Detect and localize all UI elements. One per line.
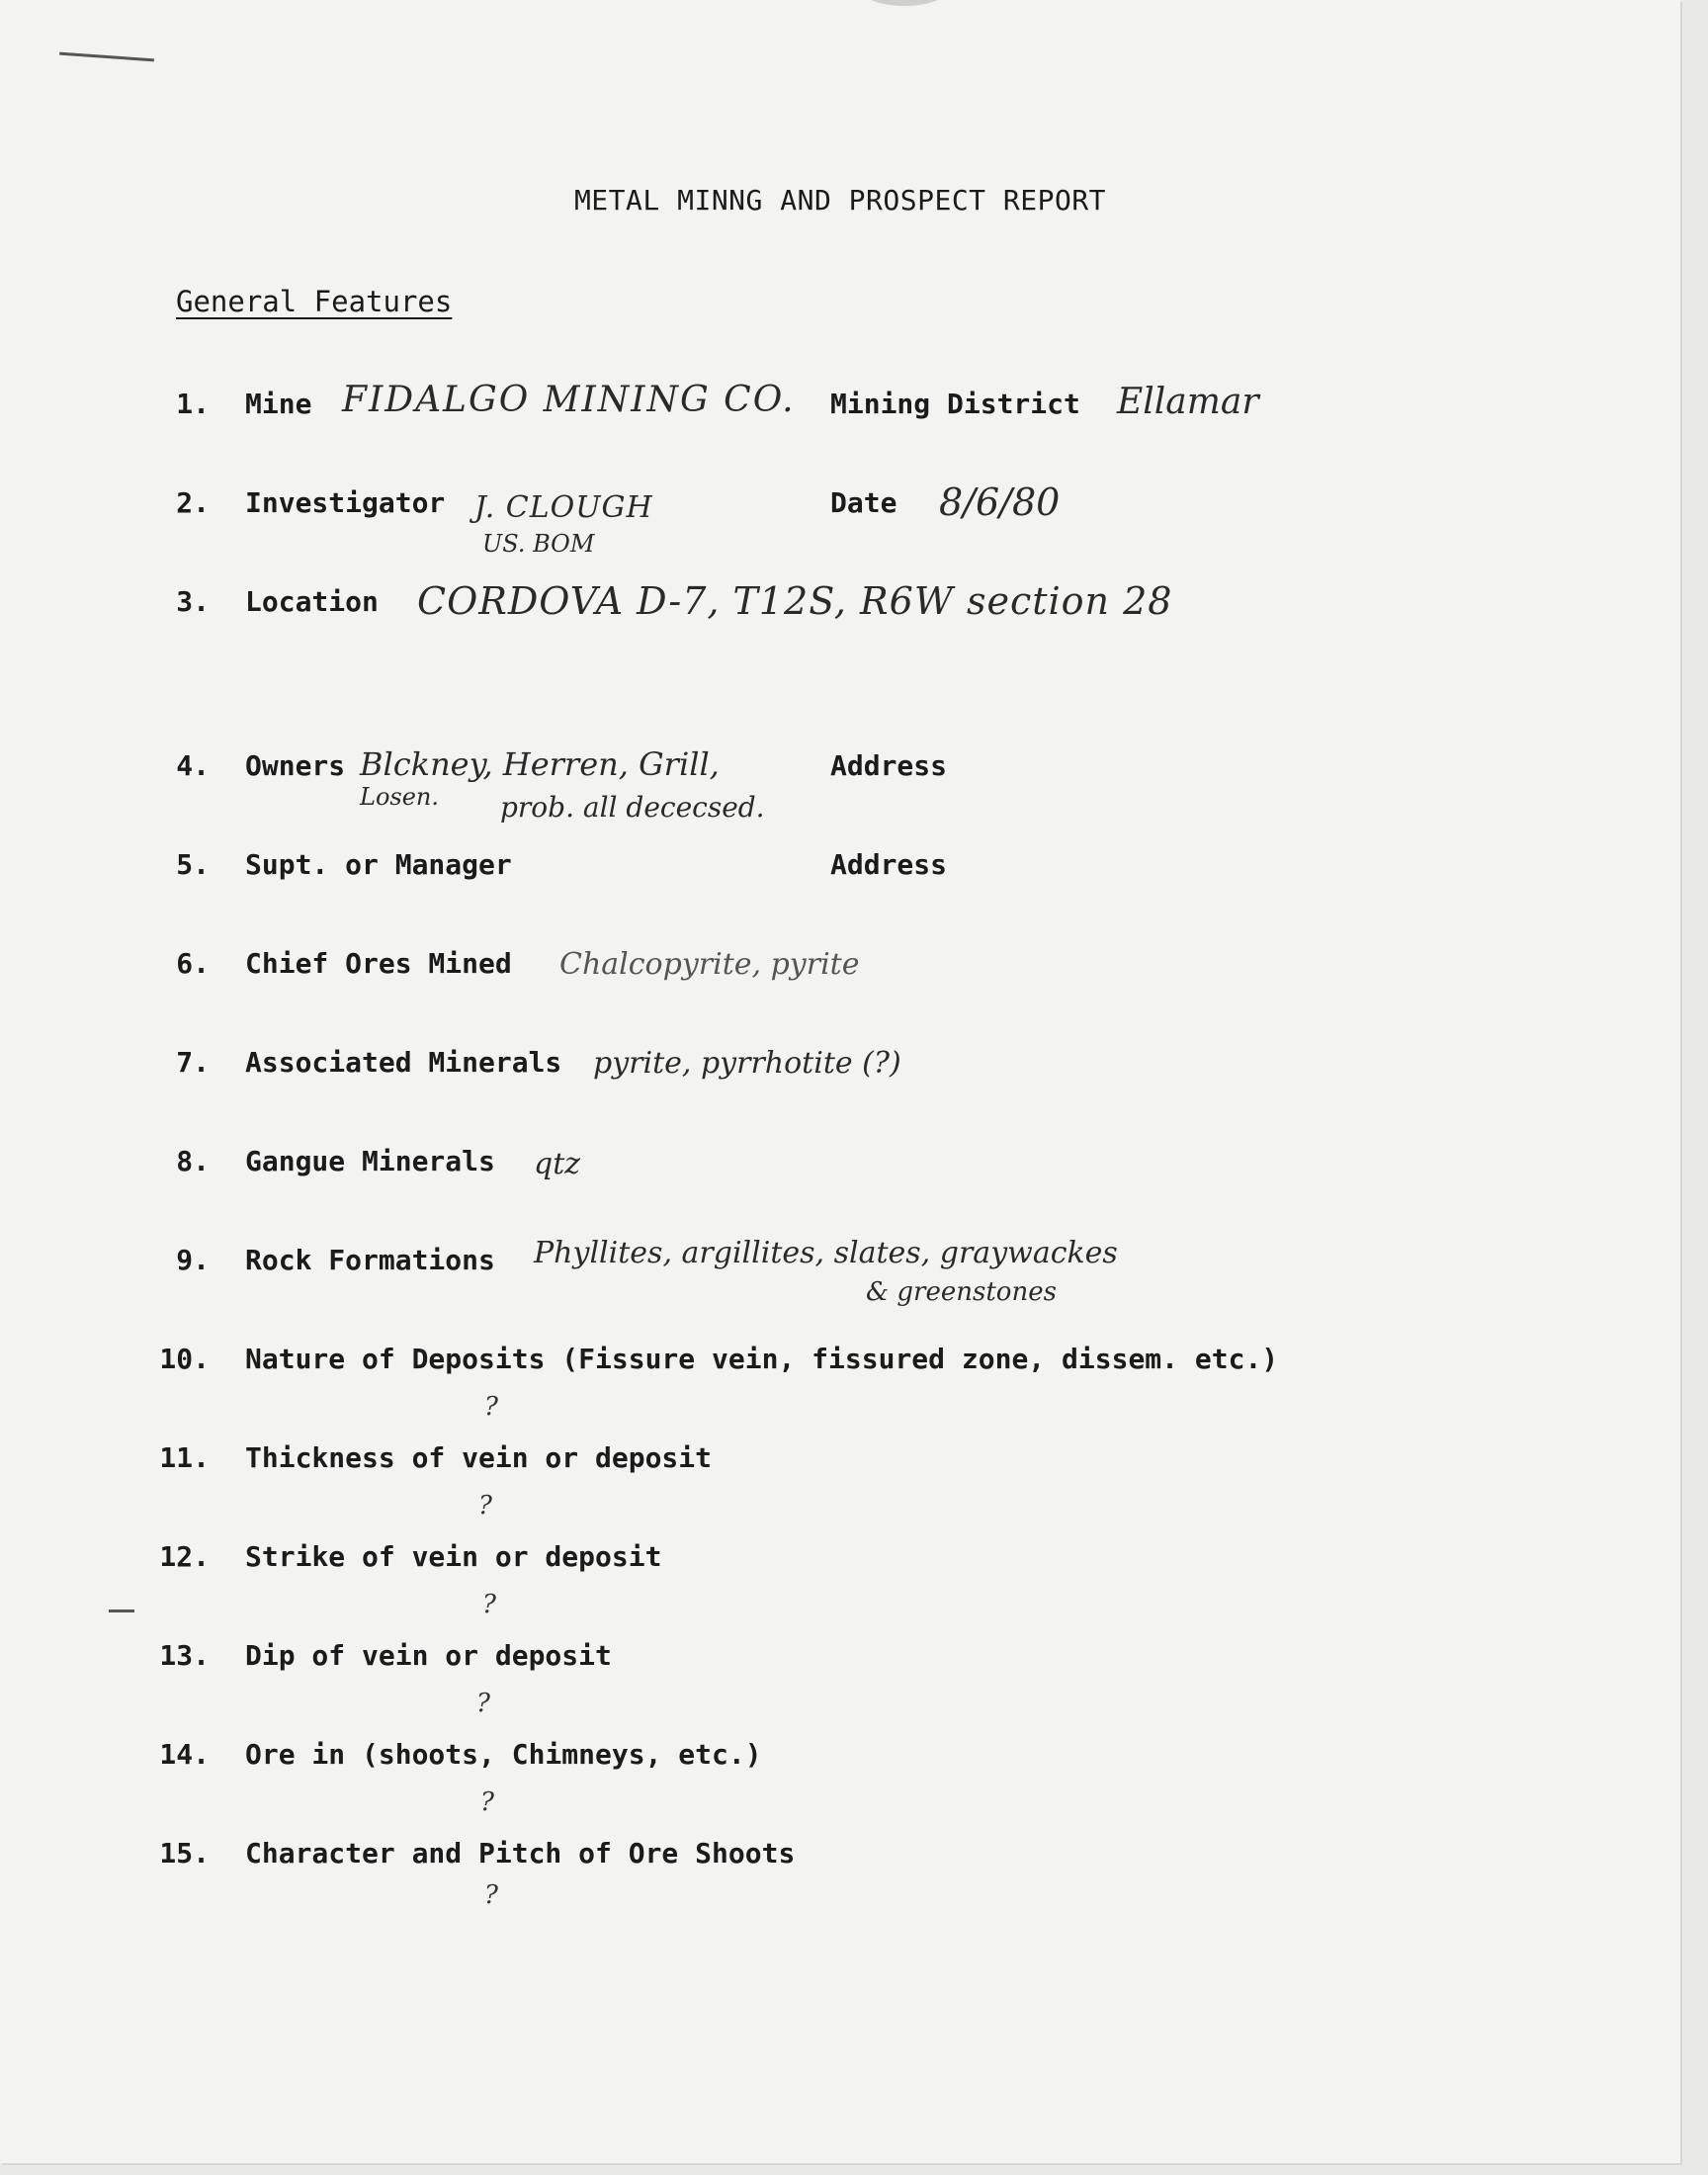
handwritten-answer-line2: US. BOM: [482, 530, 595, 558]
question-mark: ?: [482, 1590, 496, 1619]
handwritten-answer: J. CLOUGH: [474, 490, 653, 525]
handwritten-answer: FIDALGO MINING CO.: [342, 380, 796, 420]
item-number: 8.: [176, 1145, 210, 1177]
question-mark: ?: [480, 1787, 494, 1817]
question-mark: ?: [484, 1880, 498, 1910]
item-number: 1.: [176, 388, 210, 420]
item-label: Owners: [245, 749, 346, 782]
item-row-13: [0, 1639, 1680, 1738]
handwritten-answer: qtz: [534, 1147, 581, 1181]
item-row-3: [0, 579, 1680, 684]
handwritten-answer-line3: prob. all dececsed.: [500, 791, 765, 824]
handwritten-answer-secondary: Ellamar: [1117, 382, 1259, 422]
item-row-7: [0, 1046, 1680, 1145]
item-label: Dip of vein or deposit: [245, 1639, 612, 1672]
item-number: 9.: [176, 1244, 210, 1276]
handwritten-answer-line2: Losen.: [360, 783, 439, 811]
item-label-secondary: Address: [830, 749, 948, 782]
handwritten-answer: Blckney, Herren, Grill,: [360, 745, 720, 783]
item-label-secondary: Date: [830, 486, 897, 519]
section-heading: General Features: [176, 285, 453, 318]
handwritten-answer: Phyllites, argillites, slates, graywackes: [534, 1236, 1118, 1270]
item-label: Strike of vein or deposit: [245, 1540, 662, 1573]
item-number: 10.: [159, 1343, 210, 1375]
item-row-12: [0, 1540, 1680, 1639]
item-number: 6.: [176, 947, 210, 980]
item-row-14: [0, 1738, 1680, 1837]
item-number: 11.: [159, 1441, 210, 1474]
item-label: Nature of Deposits (Fissure vein, fissured zone, dissem. etc.): [245, 1343, 1279, 1375]
question-mark: ?: [478, 1491, 492, 1521]
item-row-8: [0, 1145, 1680, 1244]
item-label: Character and Pitch of Ore Shoots: [245, 1837, 796, 1870]
item-label: Thickness of vein or deposit: [245, 1441, 713, 1474]
item-label-secondary: Mining District: [830, 388, 1080, 420]
pencil-mark: [59, 52, 154, 62]
item-label-secondary: Address: [830, 848, 948, 881]
item-row-15: [0, 1837, 1680, 1936]
item-label: Supt. or Manager: [245, 848, 512, 881]
question-mark: ?: [476, 1689, 490, 1718]
question-mark: ?: [484, 1392, 498, 1422]
item-number: 3.: [176, 585, 210, 618]
handwritten-answer: Chalcopyrite, pyrite: [559, 947, 860, 982]
item-row-2: [0, 480, 1680, 585]
item-number: 14.: [159, 1738, 210, 1771]
punch-hole: [860, 0, 949, 6]
item-row-9: [0, 1236, 1680, 1343]
item-number: 12.: [159, 1540, 210, 1573]
item-label: Associated Minerals: [245, 1046, 562, 1079]
item-row-10: [0, 1343, 1680, 1441]
item-number: 15.: [159, 1837, 210, 1870]
item-label: Chief Ores Mined: [245, 947, 512, 980]
item-number: 7.: [176, 1046, 210, 1079]
item-label: Location: [245, 585, 379, 618]
item-label: Ore in (shoots, Chimneys, etc.): [245, 1738, 762, 1771]
item-label: Investigator: [245, 486, 446, 519]
handwritten-answer-line2: & greenstones: [866, 1277, 1057, 1307]
item-label: Rock Formations: [245, 1244, 495, 1276]
item-number: 5.: [176, 848, 210, 881]
item-row-1: [0, 380, 1680, 486]
handwritten-answer: CORDOVA D-7, T12S, R6W section 28: [417, 579, 1173, 623]
handwritten-answer: pyrite, pyrrhotite (?): [593, 1046, 901, 1081]
item-number: 2.: [176, 486, 210, 519]
item-row-4: [0, 745, 1680, 848]
item-number: 4.: [176, 749, 210, 782]
item-label: Mine: [245, 388, 312, 420]
report-title: METAL MINNG AND PROSPECT REPORT: [573, 184, 1107, 217]
handwritten-answer-secondary: 8/6/80: [939, 480, 1061, 524]
item-row-6: [0, 947, 1680, 1046]
item-row-11: [0, 1441, 1680, 1540]
item-row-5: [0, 848, 1680, 947]
item-number: 13.: [159, 1639, 210, 1672]
item-label: Gangue Minerals: [245, 1145, 495, 1177]
